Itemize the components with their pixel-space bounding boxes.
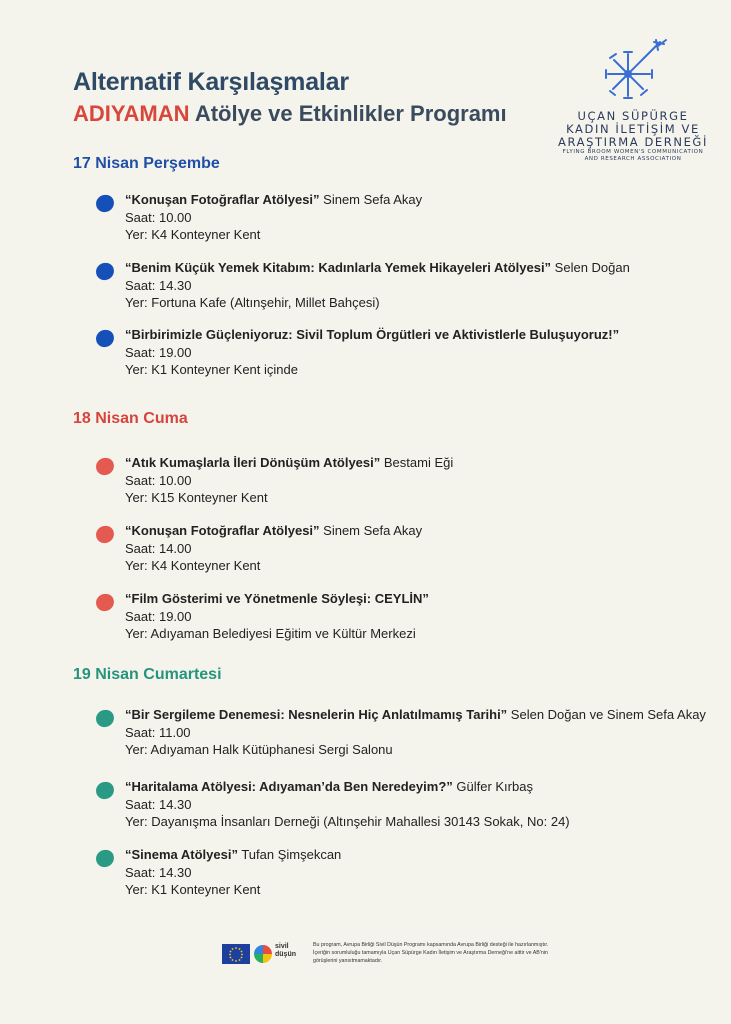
day-heading-18-nisan: 18 Nisan Cuma: [73, 410, 188, 427]
event-title-line: [125, 706, 706, 724]
day-heading-19-nisan: 19 Nisan Cumartesi: [73, 666, 222, 683]
event-place: Yer: Adıyaman Belediyesi Eğitim ve Kültür Merkezi: [125, 626, 416, 641]
event-time: Saat: 10.00: [125, 209, 192, 225]
bullet-dot: [94, 193, 115, 213]
org-name: UÇAN SÜPÜRGE KADIN İLETİŞİM VE ARAŞTIRMA DERNEĞİ: [558, 109, 708, 149]
event-host: Selen Doğan ve Sinem Sefa Akay: [507, 707, 706, 722]
event-title-line: [125, 590, 429, 608]
event-place: Yer: K4 Konteyner Kent: [125, 558, 261, 573]
page-subtitle: [73, 101, 507, 127]
bullet-dot: [94, 456, 115, 476]
event-time: Saat: 19.00: [125, 344, 192, 360]
event-time: Saat: 11.00: [125, 724, 191, 740]
event-place: Yer: K4 Konteyner Kent: [125, 227, 261, 242]
footer: [222, 942, 549, 972]
event-time: Saat: 14.30: [125, 796, 192, 812]
event-host: Sinem Sefa Akay: [319, 523, 423, 538]
event-place: Yer: Adıyaman Halk Kütüphanesi Sergi Salonu: [125, 742, 393, 757]
bullet-dot: [94, 848, 115, 868]
event-name: “Film Gösterimi ve Yönetmenle Söyleşi: CEYLİN”: [125, 591, 429, 606]
event-host: Selen Doğan: [551, 260, 630, 275]
event-title-line: [125, 191, 422, 209]
event-place: Yer: K1 Konteyner Kent: [125, 882, 261, 897]
event-name: “Konuşan Fotoğraflar Atölyesi”: [125, 523, 320, 538]
event-place: Yer: Dayanışma İnsanları Derneği (Altınşehir Mahallesi 30143 Sokak, No: 24): [125, 814, 570, 829]
event-title-line: [125, 454, 453, 472]
event-title-line: [125, 522, 422, 540]
bullet-dot: [94, 524, 115, 544]
event-host: Gülfer Kırbaş: [452, 779, 533, 794]
org-name-english: FLYING BROOM WOMEN'S COMMUNICATION AND RESEARCH ASSOCIATION: [562, 149, 704, 162]
event-host: Bestami Eği: [380, 455, 454, 470]
bullet-dot: [94, 780, 115, 800]
dandelion-broom-icon: [598, 38, 668, 108]
event-name: “Haritalama Atölyesi: Adıyaman’da Ben Neredeyim?”: [125, 779, 453, 794]
event-host: Sinem Sefa Akay: [319, 192, 423, 207]
event-time: Saat: 19.00: [125, 608, 192, 624]
bullet-dot: [94, 261, 115, 281]
event-name: “Sinema Atölyesi”: [125, 847, 238, 862]
event-time: Saat: 14.30: [125, 864, 192, 880]
event-host: Tufan Şimşekcan: [237, 847, 342, 862]
day-heading-17-nisan: 17 Nisan Perşembe: [73, 155, 220, 172]
event-name: “Atık Kumaşlarla İleri Dönüşüm Atölyesi”: [125, 455, 381, 470]
event-place: Yer: Fortuna Kafe (Altınşehir, Millet Bahçesi): [125, 295, 380, 310]
sivil-dusun-logo: sivil düşün: [254, 943, 300, 965]
event-title-line: [125, 846, 341, 864]
subtitle-rest: Atölye ve Etkinlikler Programı: [189, 101, 507, 126]
bullet-dot: [94, 592, 115, 612]
disclaimer-text: Bu program, Avrupa Birliği Sivil Düşün Programı kapsamında Avrupa Birliği desteği ile hazırlanmıştır. İçeriğin sorumluluğu tamamıyla Uçan Süpürge Kadın İletişim ve Araştırma Derneği'ne aittir ve AB'nin görüşlerini yansıtmamaktadır.: [313, 942, 549, 964]
event-place: Yer: K1 Konteyner Kent içinde: [125, 362, 298, 377]
event-name: “Konuşan Fotoğraflar Atölyesi”: [125, 192, 320, 207]
page-title: Alternatif Karşılaşmalar: [73, 68, 349, 96]
bullet-dot: [94, 708, 115, 728]
event-title-line: [125, 326, 619, 344]
event-name: “Benim Küçük Yemek Kitabım: Kadınlarla Yemek Hikayeleri Atölyesi”: [125, 260, 552, 275]
event-time: Saat: 14.00: [125, 540, 192, 556]
event-time: Saat: 14.30: [125, 277, 192, 293]
event-place: Yer: K15 Konteyner Kent: [125, 490, 268, 505]
bullet-dot: [94, 328, 115, 348]
org-logo: [548, 38, 718, 168]
event-name: “Bir Sergileme Denemesi: Nesnelerin Hiç Anlatılmamış Tarihi”: [125, 707, 508, 722]
event-name: “Birbirimizle Güçleniyoruz: Sivil Toplum Örgütleri ve Aktivistlerle Buluşuyoruz!”: [125, 327, 620, 342]
event-time: Saat: 10.00: [125, 472, 192, 488]
eu-flag-icon: [222, 944, 250, 964]
event-title-line: [125, 778, 570, 796]
subtitle-city: ADIYAMAN: [73, 101, 190, 126]
event-title-line: [125, 259, 630, 277]
sivil-dusun-icon: [254, 945, 272, 963]
